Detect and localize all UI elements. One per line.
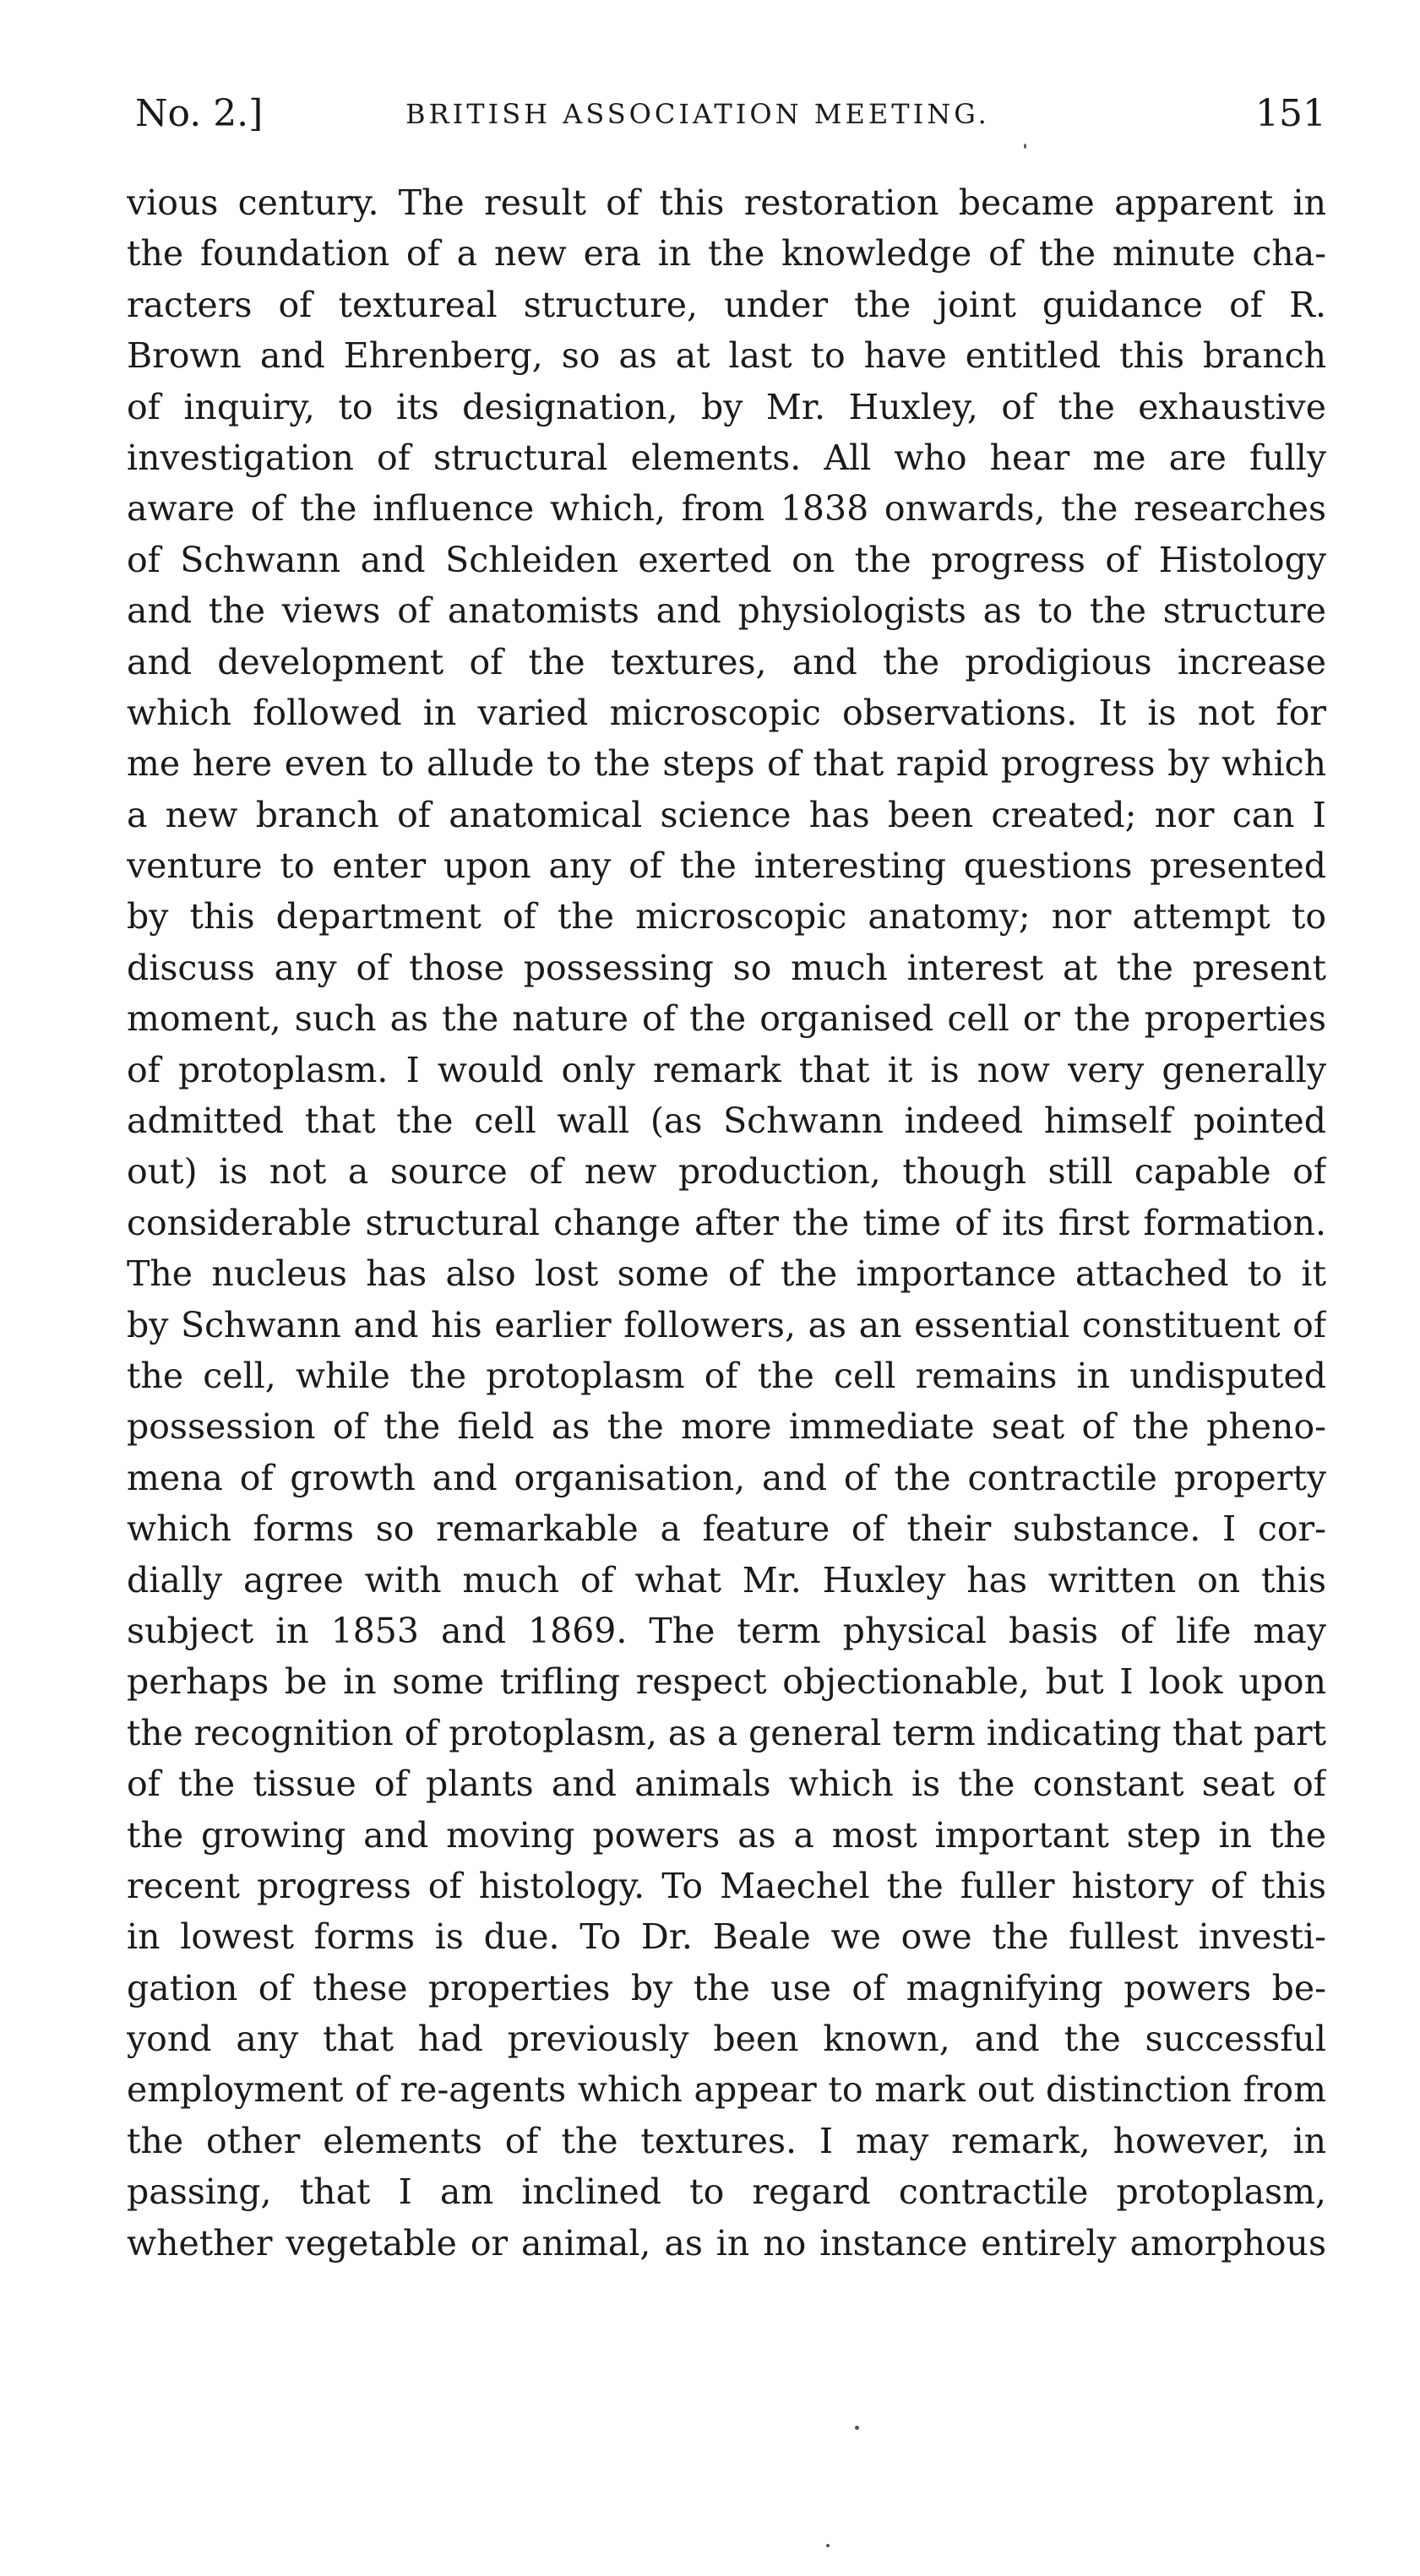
text-line: perhaps be in some trifling respect objectionable, but I look upon [127, 1661, 1326, 1703]
text-line: venture to enter upon any of the interesting questions presented [127, 845, 1326, 887]
text-line: considerable structural change after the time of its first formation. [127, 1202, 1326, 1243]
text-line: the recognition of protoplasm, as a general term indicating that part [127, 1712, 1326, 1753]
text-line: the cell, while the protoplasm of the cell remains in undisputed [127, 1355, 1326, 1396]
text-line: employment of re-agents which appear to mark out distinction from [127, 2069, 1326, 2111]
text-line: moment, such as the nature of the organised cell or the properties [127, 998, 1326, 1040]
text-line: which followed in varied microscopic observations. It is not for [127, 692, 1326, 733]
text-line: investigation of structural elements. All who hear me are fully [127, 437, 1326, 478]
text-line: of protoplasm. I would only remark that it is now very generally [127, 1049, 1326, 1090]
text-line: discuss any of those possessing so much interest at the present [127, 947, 1326, 988]
text-line: and the views of anatomists and physiologists as to the structure [127, 590, 1326, 632]
text-line: gation of these properties by the use of magnifying powers be- [127, 1967, 1326, 2008]
text-line: the growing and moving powers as a most important step in the [127, 1814, 1326, 1856]
book-page [127, 84, 1326, 2269]
page-number: 151 [1255, 92, 1326, 135]
text-line: me here even to allude to the steps of that rapid progress by which [127, 743, 1326, 785]
text-line: passing, that I am inclined to regard contractile protoplasm, [127, 2171, 1326, 2213]
text-line: a new branch of anatomical science has been created; nor can I [127, 794, 1326, 835]
journal-title: BRITISH ASSOCIATION MEETING. [405, 98, 990, 130]
text-line: out) is not a source of new production, though still capable of [127, 1151, 1326, 1193]
text-line: vious century. The result of this restoration became apparent in [127, 182, 1326, 223]
text-line: The nucleus has also lost some of the importance attached to it [127, 1253, 1326, 1295]
text-line: Brown and Ehrenberg, so as at last to have entitled this branch [127, 335, 1326, 377]
text-line: in lowest forms is due. To Dr. Beale we owe the fullest investi- [127, 1916, 1326, 1958]
text-line: the other elements of the textures. I may remark, however, in [127, 2120, 1326, 2161]
text-line: mena of growth and organisation, and of the contractile property [127, 1457, 1326, 1498]
ink-speck [855, 2426, 859, 2430]
text-line: of the tissue of plants and animals which is the constant seat of [127, 1764, 1326, 1805]
text-line: and development of the textures, and the prodigious increase [127, 641, 1326, 682]
body-paragraph [127, 177, 1326, 2269]
text-line: whether vegetable or animal, as in no instance entirely amorphous [127, 2222, 1326, 2264]
ink-speck [826, 2544, 830, 2547]
text-line: the foundation of a new era in the knowledge of the minute cha- [127, 233, 1326, 274]
text-line: recent progress of histology. To Maechel the fuller history of this [127, 1865, 1326, 1906]
text-line: aware of the influence which, from 1838 onwards, the researches [127, 488, 1326, 530]
text-line: which forms so remarkable a feature of their substance. I cor- [127, 1508, 1326, 1550]
text-line: by this department of the microscopic anatomy; nor attempt to [127, 896, 1326, 937]
text-line: possession of the field as the more immediate seat of the pheno- [127, 1406, 1326, 1448]
text-line: of Schwann and Schleiden exerted on the progress of Histology [127, 539, 1326, 580]
issue-number: No. 2.] [135, 92, 264, 135]
running-head [127, 84, 1326, 144]
text-line: of inquiry, to its designation, by Mr. Huxley, of the exhaustive [127, 386, 1326, 427]
text-line: yond any that had previously been known, and the successful [127, 2019, 1326, 2060]
text-line: racters of textureal structure, under the joint guidance of R. [127, 284, 1326, 325]
text-line: dially agree with much of what Mr. Huxley has written on this [127, 1559, 1326, 1600]
text-line: subject in 1853 and 1869. The term physical basis of life may [127, 1610, 1326, 1651]
text-line: admitted that the cell wall (as Schwann indeed himself pointed [127, 1101, 1326, 1142]
text-line: by Schwann and his earlier followers, as an essential constituent of [127, 1304, 1326, 1345]
